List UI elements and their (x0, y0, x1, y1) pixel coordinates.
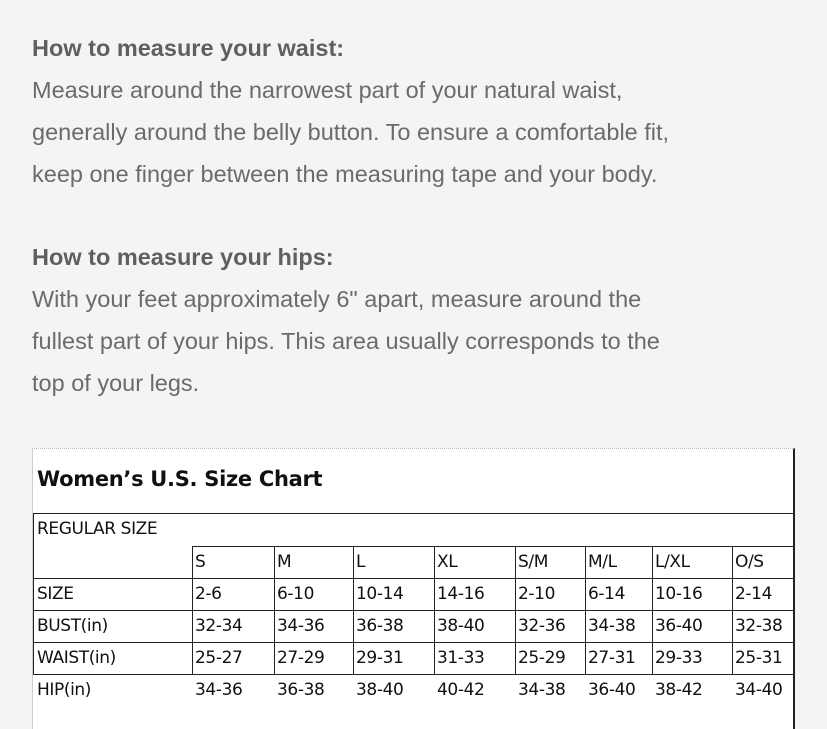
size-cell: 34-36 (195, 680, 243, 700)
size-chart-image (32, 448, 795, 729)
row-label: HIP(in) (37, 680, 92, 700)
chart-rule (274, 546, 275, 674)
size-column-header: M/L (588, 552, 617, 572)
chart-rule (33, 513, 794, 514)
size-cell: 27-31 (588, 648, 636, 668)
size-column-header: L (356, 552, 366, 572)
hips-heading: How to measure your hips: (32, 244, 334, 270)
chart-rule (515, 546, 516, 674)
size-cell: 29-33 (655, 648, 703, 668)
size-cell: 32-38 (735, 616, 783, 636)
size-cell: 36-38 (277, 680, 325, 700)
chart-rule (732, 546, 733, 674)
size-cell: 38-40 (356, 680, 404, 700)
size-cell: 10-16 (655, 584, 703, 604)
size-column-header: S (195, 552, 206, 572)
size-cell: 25-31 (735, 648, 783, 668)
size-cell: 6-10 (277, 584, 314, 604)
regular-size-label: REGULAR SIZE (37, 519, 158, 539)
hips-instructions (32, 236, 812, 404)
size-cell: 32-34 (195, 616, 243, 636)
size-cell: 25-29 (518, 648, 566, 668)
waist-text-line: keep one finger between the measuring tape and your body. (32, 161, 658, 187)
size-cell: 2-14 (735, 584, 772, 604)
waist-instructions (32, 27, 812, 195)
size-cell: 6-14 (588, 584, 625, 604)
size-cell: 34-38 (588, 616, 636, 636)
size-cell: 32-36 (518, 616, 566, 636)
chart-rule (33, 513, 34, 674)
size-column-header: M (277, 552, 292, 572)
size-cell: 36-40 (655, 616, 703, 636)
size-cell: 31-33 (437, 648, 485, 668)
row-label: WAIST(in) (37, 648, 116, 668)
waist-text-line: Measure around the narrowest part of your natural waist, (32, 77, 623, 103)
size-column-header: S/M (518, 552, 548, 572)
size-cell: 36-40 (588, 680, 636, 700)
waist-text-line: generally around the belly button. To ensure a comfortable fit, (32, 119, 670, 145)
size-cell: 36-38 (356, 616, 404, 636)
size-cell: 38-42 (655, 680, 703, 700)
row-label: SIZE (37, 584, 74, 604)
size-cell: 34-36 (277, 616, 325, 636)
size-cell: 10-14 (356, 584, 404, 604)
chart-rule (652, 546, 653, 674)
hips-text-line: With your feet approximately 6" apart, measure around the (32, 286, 642, 312)
size-cell: 2-6 (195, 584, 222, 604)
size-column-header: L/XL (655, 552, 690, 572)
size-cell: 34-40 (735, 680, 783, 700)
size-cell: 27-29 (277, 648, 325, 668)
size-cell: 38-40 (437, 616, 485, 636)
hips-text-line: fullest part of your hips. This area usually corresponds to the (32, 328, 660, 354)
size-chart-title: Women’s U.S. Size Chart (37, 467, 323, 491)
hips-text-line: top of your legs. (32, 370, 200, 396)
size-cell: 34-38 (518, 680, 566, 700)
size-cell: 40-42 (437, 680, 485, 700)
size-column-header: XL (437, 552, 458, 572)
size-cell: 14-16 (437, 584, 485, 604)
row-label: BUST(in) (37, 616, 108, 636)
chart-rule (192, 546, 193, 674)
size-cell: 25-27 (195, 648, 243, 668)
chart-rule (434, 546, 435, 674)
size-cell: 2-10 (518, 584, 555, 604)
waist-heading: How to measure your waist: (32, 35, 345, 61)
size-cell: 29-31 (356, 648, 404, 668)
chart-rule (353, 546, 354, 674)
size-column-header: O/S (735, 552, 764, 572)
chart-rule (585, 546, 586, 674)
